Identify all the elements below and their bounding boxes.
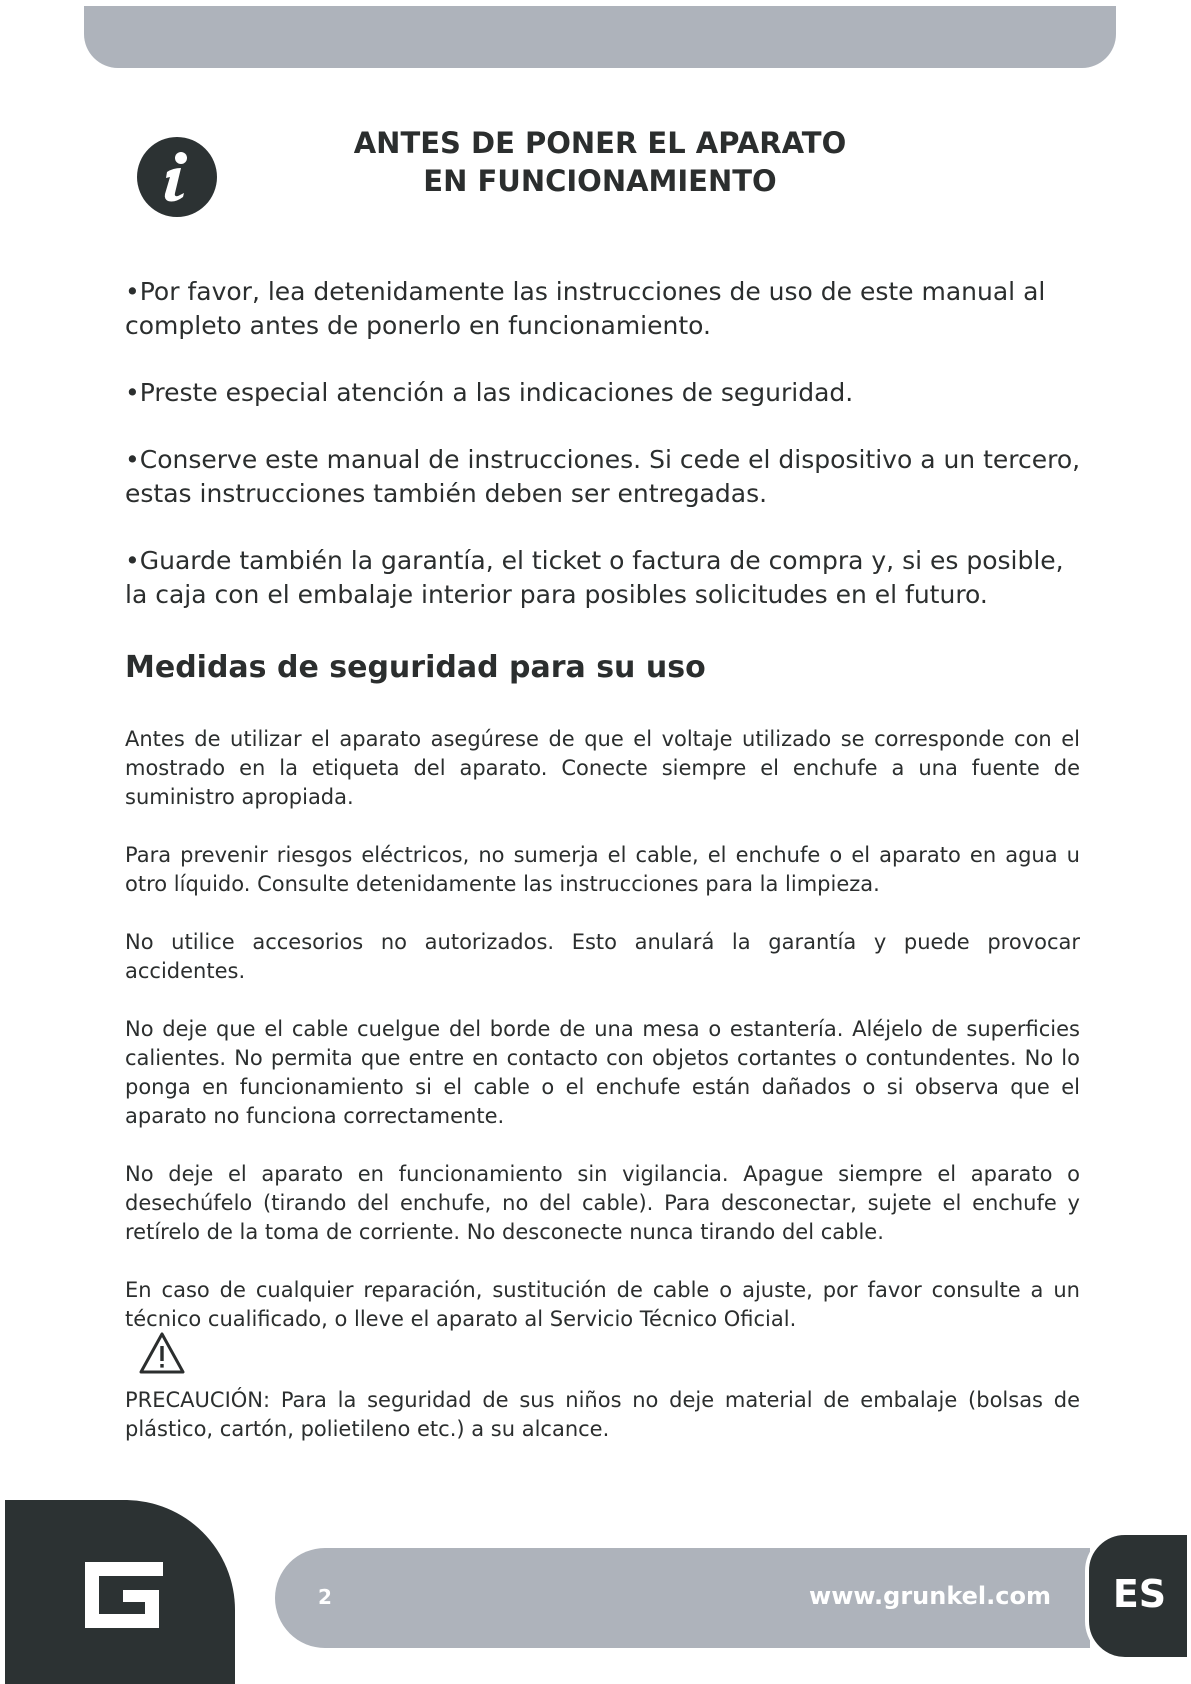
- grunkel-logo-icon: [85, 1562, 163, 1628]
- website-link[interactable]: www.grunkel.com: [809, 1582, 1051, 1610]
- safety-paragraph: En caso de cualquier reparación, sustitución de cable o ajuste, por favor consulte a un técnico cualificado, o lleve el aparato al Servicio Técnico Oficial.: [125, 1278, 1080, 1331]
- safety-paragraph: Para prevenir riesgos eléctricos, no sumerja el cable, el enchufe o el aparato en agua u otro líquido. Consulte detenidamente las instrucciones para la limpieza.: [125, 843, 1080, 896]
- page-title-line-1: ANTES DE PONER EL APARATO: [353, 126, 847, 160]
- brand-logo-block: [5, 1500, 235, 1684]
- caution-text: PRECAUCIÓN: Para la seguridad de sus niños no deje material de embalaje (bolsas de plástico, cartón, polietileno etc.) a su alcance.: [125, 1388, 1080, 1441]
- safety-paragraph: No utilice accesorios no autorizados. Esto anulará la garantía y puede provocar accidentes.: [125, 930, 1080, 983]
- safety-paragraph: No deje que el cable cuelgue del borde de una mesa o estantería. Aléjelo de superficies calientes. No permita que entre en contacto con objetos cortantes o contundentes. No lo ponga en funcionamiento si el cable o el enchufe están dañados o si observa que el aparato no funciona correctamente.: [125, 1017, 1080, 1128]
- page-title: [300, 124, 900, 200]
- warning-triangle-icon: [138, 1331, 186, 1375]
- page-number: 2: [318, 1585, 332, 1609]
- header-band: [84, 6, 1116, 68]
- section-heading: Medidas de seguridad para su uso: [125, 650, 706, 685]
- language-code: ES: [1112, 1572, 1167, 1616]
- info-icon: [137, 137, 217, 217]
- bullet-item: •Preste especial atención a las indicaciones de seguridad.: [125, 378, 854, 407]
- safety-paragraph: No deje el aparato en funcionamiento sin vigilancia. Apague siempre el aparato o desechúfelo (tirando del enchufe, no del cable). Para desconectar, sujete el enchufe y retírelo de la toma de corriente. No desconecte nunca tirando del cable.: [125, 1162, 1080, 1244]
- intro-bullet-list: [125, 275, 1085, 645]
- bullet-item: •Conserve este manual de instrucciones. Si cede el dispositivo a un tercero, estas instrucciones también deben ser entregadas.: [125, 445, 1081, 508]
- bullet-item: •Guarde también la garantía, el ticket o factura de compra y, si es posible, la caja con el embalaje interior para posibles solicitudes en el futuro.: [125, 546, 1064, 609]
- safety-paragraph: Antes de utilizar el aparato asegúrese de que el voltaje utilizado se corresponde con el mostrado en la etiqueta del aparato. Conecte siempre el enchufe a una fuente de suministro apropiada.: [125, 727, 1080, 809]
- bullet-item: •Por favor, lea detenidamente las instrucciones de uso de este manual al completo antes de ponerlo en funcionamiento.: [125, 277, 1046, 340]
- page-title-line-2: EN FUNCIONAMIENTO: [423, 164, 777, 198]
- safety-paragraphs: [125, 725, 1080, 1363]
